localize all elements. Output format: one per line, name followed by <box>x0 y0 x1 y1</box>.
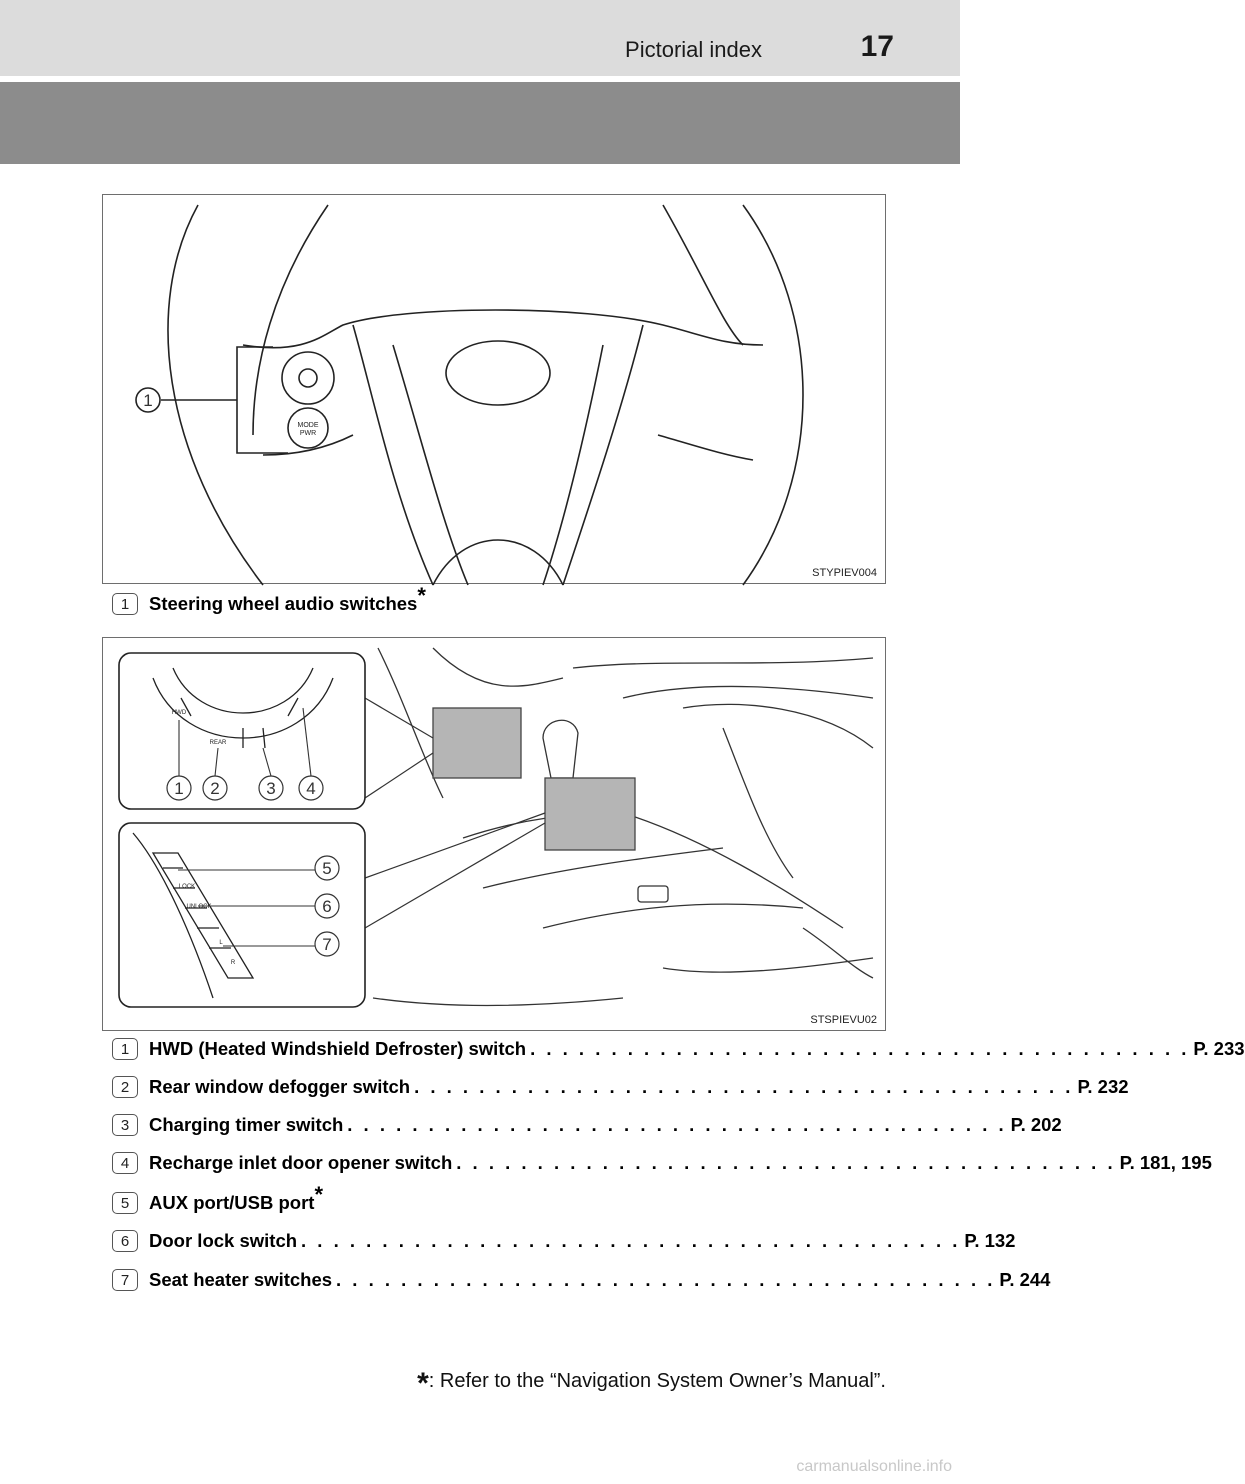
callout-4: 4 <box>306 779 316 798</box>
callout-1: 1 <box>143 391 153 410</box>
dot-leader: . . . . . . . . . . . . . . . . . . . . . . . . . . . . . . . . . . . . . . . . . <box>530 1038 1190 1059</box>
number-box: 4 <box>112 1152 138 1174</box>
legend-row <box>112 1111 1062 1139</box>
number-box: 1 <box>112 593 138 615</box>
mode-label: MODE <box>297 422 319 429</box>
item-label: Seat heater switches <box>149 1269 333 1290</box>
dot-leader: . . . . . . . . . . . . . . . . . . . . . . . . . . . . . . . . . . . . . . . . . <box>301 1230 961 1251</box>
item-label: Rear window defogger switch <box>149 1076 411 1097</box>
legend-row <box>112 1266 1051 1294</box>
watermark: carmanualsonline.info <box>796 1458 952 1475</box>
rear-label: REAR <box>209 740 227 746</box>
asterisk: * <box>314 1181 324 1207</box>
number-box: 3 <box>112 1114 138 1136</box>
page-header <box>0 0 960 76</box>
figure-code: STYPIEV004 <box>812 567 877 579</box>
page-reference-link[interactable]: P. 181, 195 <box>1119 1152 1212 1173</box>
page-reference-link[interactable]: P. 132 <box>964 1230 1016 1251</box>
callout-6: 6 <box>322 897 332 916</box>
dot-leader: . . . . . . . . . . . . . . . . . . . . . . . . . . . . . . . . . . . . . . . . . <box>347 1114 1007 1135</box>
legend-row <box>112 1227 1016 1255</box>
page-reference-link[interactable]: P. 244 <box>999 1269 1051 1290</box>
footnote <box>417 1367 886 1401</box>
item-label-text: Steering wheel audio switches <box>149 593 418 614</box>
hwd-label: HWD <box>171 710 187 716</box>
legend-row <box>112 1149 1212 1177</box>
legend-row <box>112 1035 1245 1063</box>
legend-row <box>112 582 852 618</box>
item-label: Charging timer switch <box>149 1114 344 1135</box>
callout-5: 5 <box>322 859 332 878</box>
footnote-asterisk: * <box>417 1367 429 1400</box>
asterisk: * <box>417 582 426 608</box>
legend-row <box>112 1181 852 1217</box>
r-label: R <box>230 960 236 966</box>
console-figure <box>102 637 886 1031</box>
item-label: HWD (Heated Windshield Defroster) switch <box>149 1038 527 1059</box>
legend-row <box>112 1073 1129 1101</box>
number-box: 7 <box>112 1269 138 1291</box>
page-reference-link[interactable]: P. 233 <box>1193 1038 1245 1059</box>
item-label <box>149 1181 324 1214</box>
figure-code: STSPIEVU02 <box>810 1014 877 1026</box>
steering-wheel-illustration <box>103 195 887 585</box>
steering-wheel-figure <box>102 194 886 584</box>
dot-leader: . . . . . . . . . . . . . . . . . . . . . . . . . . . . . . . . . . . . . . . . . <box>456 1152 1116 1173</box>
pwr-label: PWR <box>299 430 317 437</box>
lock-label: LOCK <box>178 884 196 890</box>
item-label: Recharge inlet door opener switch <box>149 1152 453 1173</box>
item-label: Door lock switch <box>149 1230 298 1251</box>
page-reference-link[interactable]: P. 202 <box>1010 1114 1062 1135</box>
dot-leader: . . . . . . . . . . . . . . . . . . . . . . . . . . . . . . . . . . . . . . . . . <box>336 1269 996 1290</box>
item-label-text: AUX port/USB port <box>149 1192 315 1213</box>
callout-7: 7 <box>322 935 332 954</box>
page-reference-link[interactable]: P. 232 <box>1077 1076 1129 1097</box>
page-number: 17 <box>860 30 894 63</box>
callout-3: 3 <box>266 779 276 798</box>
number-box: 1 <box>112 1038 138 1060</box>
number-box: 5 <box>112 1192 138 1214</box>
l-label: L <box>219 940 223 946</box>
number-box: 6 <box>112 1230 138 1252</box>
callout-2: 2 <box>210 779 220 798</box>
dot-leader: . . . . . . . . . . . . . . . . . . . . . . . . . . . . . . . . . . . . . . . . . <box>414 1076 1074 1097</box>
callout-1: 1 <box>174 779 184 798</box>
item-label <box>149 582 426 615</box>
number-box: 2 <box>112 1076 138 1098</box>
console-illustration <box>103 638 887 1032</box>
footnote-text: : Refer to the “Navigation System Owner’s Manual”. <box>428 1370 886 1392</box>
section-title: Pictorial index <box>625 37 762 62</box>
header-band <box>0 82 960 164</box>
unlock-label: UNLOCK <box>186 904 212 910</box>
